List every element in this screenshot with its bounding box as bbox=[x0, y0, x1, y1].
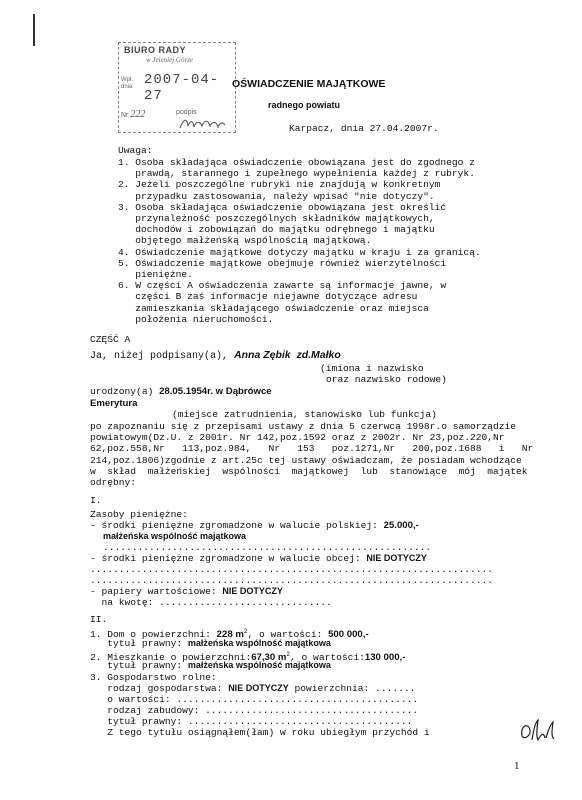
stamp-date: 2007-04-27 bbox=[144, 72, 220, 104]
stamp-podpis-label: podpis bbox=[176, 109, 236, 132]
fx-dots-1: ...................................................................... bbox=[90, 564, 494, 575]
job-value: Emerytura bbox=[90, 398, 138, 409]
job-hint: (miejsce zatrudnienia, stanowisko lub funkcja) bbox=[172, 409, 437, 420]
papers-value: NIE DOTYCZY bbox=[222, 586, 283, 596]
uwaga-item-line: części B zaś informacje niejawne dotyczące adresu bbox=[118, 291, 418, 303]
statement-line: powiatowym(Dz.U. z 2001r. Nr 142,poz.1592 oraz z 2002r. Nr 23,poz.220,Nr bbox=[90, 432, 505, 444]
uwaga-item-line: 2. Jeżeli poszczególne rubryki nie znajdują w konkretnym bbox=[118, 179, 441, 191]
uwaga-item-line: 4. Oświadczenie majątkowe dotyczy majątku w kraju i za granicą. bbox=[118, 246, 481, 258]
declarant-name: Anna Zębik zd.Małko bbox=[234, 349, 341, 361]
stamp-sub: w Jeleniej Górze bbox=[146, 56, 194, 64]
fx-value: NIE DOTYCZY bbox=[366, 553, 427, 563]
flat-title-line: tytuł prawny: małżeńska wspólność majątkowa bbox=[90, 660, 331, 671]
pln-line: - środki pieniężne zgromadzone w walucie polskiej: 25.000,- bbox=[90, 520, 419, 531]
uwaga-item-line: dochodów i zobowiązań do majątku odrębnego i majątku bbox=[118, 224, 435, 236]
uwaga-item bbox=[118, 247, 481, 258]
uwaga-item bbox=[118, 202, 481, 247]
stamp-office: BIURO RADY bbox=[124, 45, 187, 55]
uwaga-item-line: zamieszkania składającego oświadczenie oraz miejsca bbox=[118, 302, 429, 314]
section-1-heading: Zasoby pieniężne: bbox=[90, 509, 188, 520]
uwaga-item-line: 1. Osoba składająca oświadczenie obowiązana jest do zgodnego z bbox=[118, 157, 475, 168]
fx-line: - środki pieniężne zgromadzone w walucie obcej: NIE DOTYCZY bbox=[90, 553, 427, 564]
farm-build-line: rodzaj zabudowy: ..................................... bbox=[90, 705, 419, 716]
stamp-nr-label: Nr 222 bbox=[121, 109, 146, 120]
house-title-line: tytuł prawny: małżeńska wspólność majątkowa bbox=[90, 638, 331, 649]
flat-line: 2. Mieszkanie o powierzchni:67,30 $m^2$, o wartości:130 000,- bbox=[90, 651, 406, 664]
papers-line: - papiery wartościowe: NIE DOTYCZY bbox=[90, 586, 283, 597]
papers-kwota: na kwotę: .............................. bbox=[90, 597, 332, 608]
section-1-roman: I. bbox=[90, 495, 102, 506]
uwaga-item-line: 5. Oświadczenie majątkowe obejmuje również wierzytelności bbox=[118, 257, 447, 269]
section-2-roman: II. bbox=[90, 614, 108, 625]
statement-text bbox=[90, 421, 533, 488]
born-value: 28.05.1954r. w Dąbrówce bbox=[159, 386, 272, 397]
statement-line: po zapoznaniu się z przepisami ustawy z dnia 5 czerwca 1998r.o samorządzie bbox=[90, 421, 517, 432]
statement-line: odrębny: bbox=[90, 477, 137, 489]
uwaga-item-line: prawdą, starannego i zupełnego wypełnienia każdej z rubryk. bbox=[118, 168, 475, 180]
pln-dots: ......................................................... bbox=[103, 542, 432, 553]
uwaga-item-line: przypadku zastosowania, należy wpisać "nie dotyczy". bbox=[118, 190, 435, 202]
section-a-heading: CZĘŚĆ A bbox=[90, 334, 131, 345]
statement-line: 62,poz.558,Nr 113,poz.984, Nr 153 poz.1271,Nr 200,poz.1688 i Nr bbox=[90, 443, 534, 455]
farm-value-line: o wartości: .......................................... bbox=[90, 694, 419, 705]
born-line: urodzony(a) 28.05.1954r. w Dąbrówce bbox=[90, 386, 272, 397]
uwaga-label: Uwaga: bbox=[118, 145, 153, 156]
uwaga-item bbox=[118, 179, 481, 201]
uwaga-item-line: objętego małżeńską wspólnością majątkową. bbox=[118, 235, 372, 247]
uwaga-item-line: pieniężne. bbox=[118, 269, 193, 281]
registration-stamp bbox=[118, 42, 236, 134]
uwaga-list bbox=[118, 157, 481, 325]
uwaga-item bbox=[118, 157, 481, 179]
uwaga-item bbox=[118, 258, 481, 280]
document-subtitle: radnego powiatu bbox=[268, 100, 340, 110]
statement-line: 214,poz.1806)zgodnie z art.25c tej ustawy oświadczam, że posiadam wchodzące bbox=[90, 454, 522, 466]
name-hint-2: oraz nazwisko rodowe) bbox=[326, 374, 447, 385]
fx-dots-2: ...................................................................... bbox=[90, 575, 494, 586]
document-title: OŚWIADCZENIE MAJĄTKOWE bbox=[232, 78, 386, 90]
pln-value: 25.000,- bbox=[383, 520, 419, 531]
name-hint-1: (imiona i nazwisko bbox=[320, 363, 424, 374]
statement-line: w skład małżeńskiej wspólności majątkowej lub stanowiące mój majątek bbox=[90, 465, 528, 477]
house-line: 1. Dom o powierzchni: 228 $m^2$, o wartości: 500 000,- bbox=[90, 628, 369, 641]
farm-heading: 3. Gospodarstwo rolne: bbox=[90, 672, 217, 683]
uwaga-item-line: 6. W części A oświadczenia zawarte są informacje jawne, w bbox=[118, 280, 447, 292]
margin-mark bbox=[33, 14, 35, 46]
stamp-wpl-label: Wpł. dnia bbox=[121, 77, 133, 90]
uwaga-item bbox=[118, 280, 481, 325]
pln-owner: małżeńska wspólność majątkowa bbox=[103, 531, 247, 541]
uwaga-item-line: przynależność poszczególnych składników majątkowych, bbox=[118, 213, 435, 225]
farm-income-line: Z tego tytułu osiągnąłem(łam) w roku ubiegłym przychód i bbox=[90, 727, 430, 738]
handwritten-initials bbox=[518, 716, 558, 746]
stamp-signature bbox=[178, 116, 226, 132]
farm-type-line: rodzaj gospodarstwa: NIE DOTYCZY powierzchnia: ....... bbox=[90, 683, 416, 694]
declarant-line: Ja, niżej podpisany(a), Anna Zębik zd.Małko bbox=[90, 349, 341, 362]
uwaga-item-line: 3. Osoba składająca oświadczenie obowiązana jest określić bbox=[118, 201, 447, 213]
farm-title-line: tytuł prawny: ....................................... bbox=[90, 716, 413, 727]
place-date: Karpacz, dnia 27.04.2007r. bbox=[289, 123, 439, 134]
page-number: 1 bbox=[514, 760, 520, 772]
uwaga-item-line: położenia nieruchomości. bbox=[118, 313, 274, 325]
